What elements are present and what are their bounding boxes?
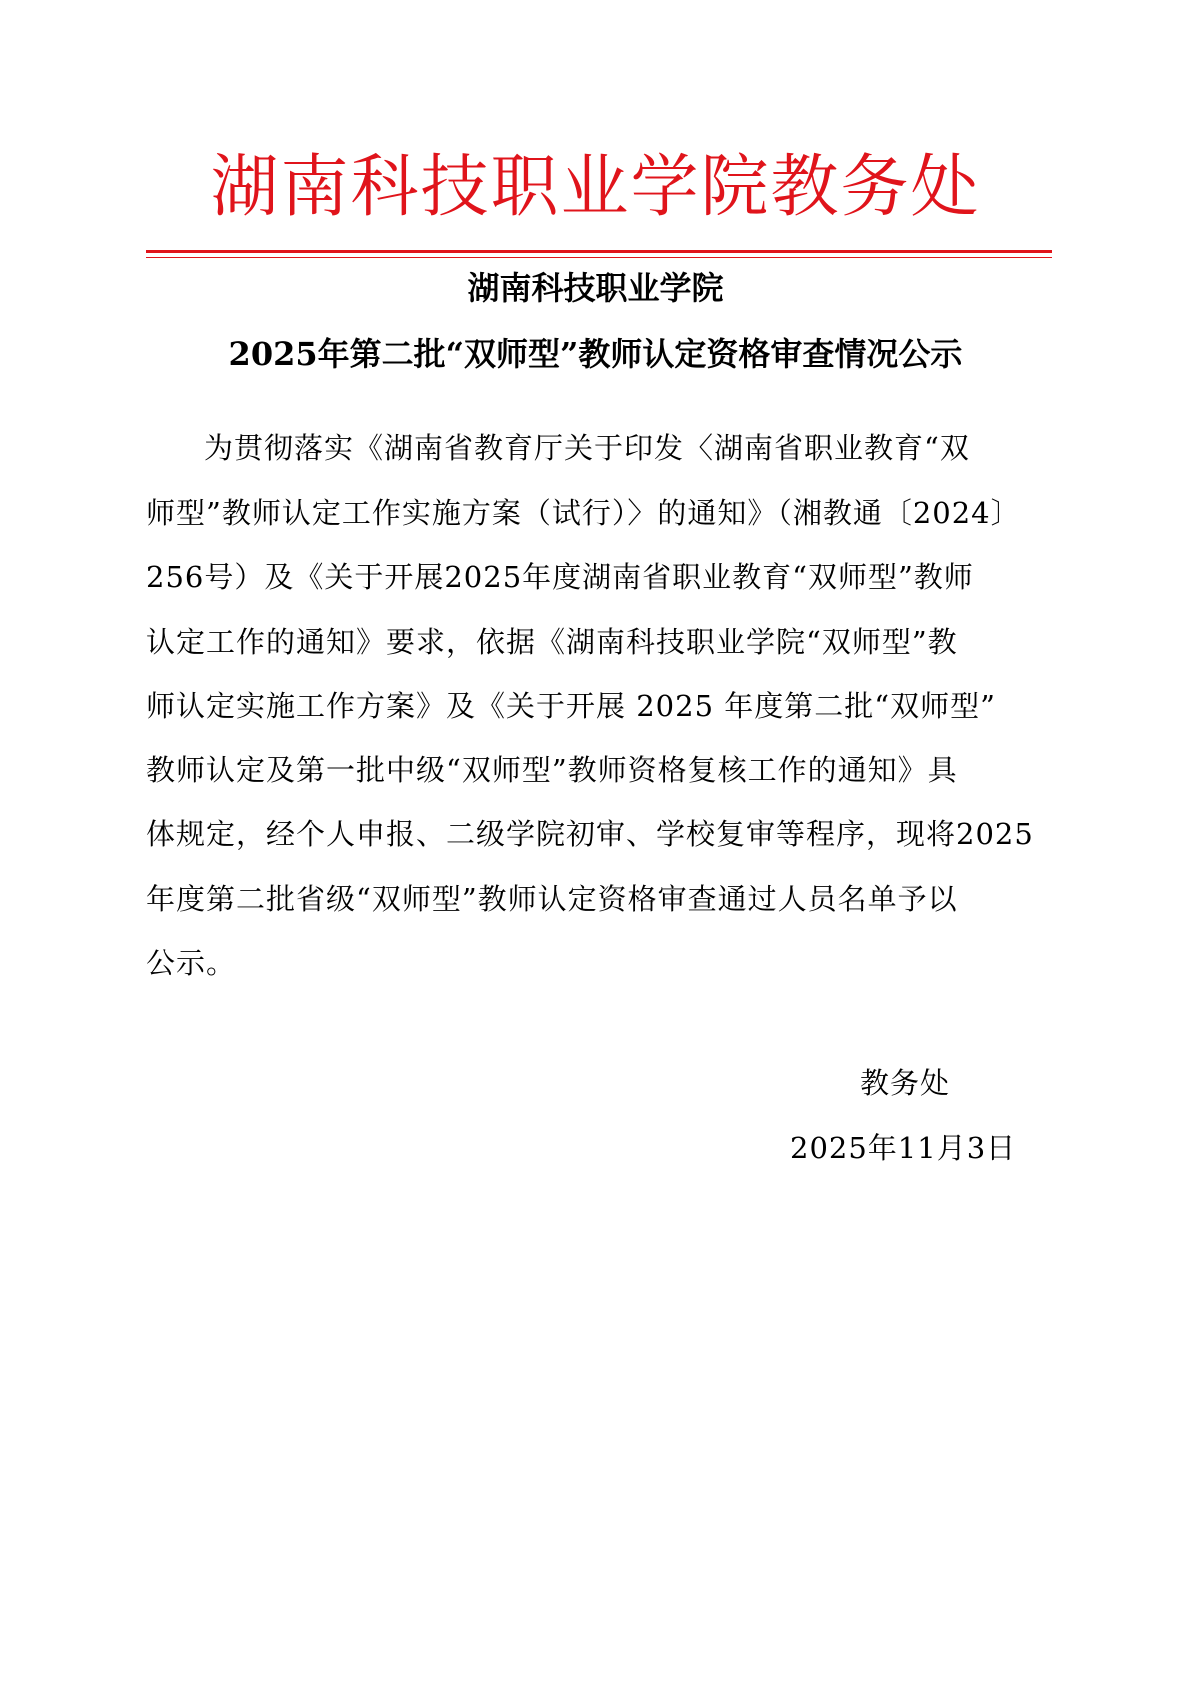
body-line: 师型”教师认定工作实施方案（试行）〉的通知》（湘教通〔2024〕: [146, 496, 1021, 530]
letterhead-title: 湖南科技职业学院教务处: [210, 148, 981, 227]
body-line: 认定工作的通知》要求，依据《湖南科技职业学院“双师型”教: [146, 625, 958, 659]
body-line: 年度第二批省级“双师型”教师认定资格审查通过人员名单予以: [146, 882, 958, 916]
signature-date: 2025年11月3日: [790, 1131, 1017, 1165]
signature-office: 教务处: [860, 1066, 951, 1100]
notice-title-line1: 湖南科技职业学院: [467, 269, 724, 307]
body-line: 教师认定及第一批中级“双师型”教师资格复核工作的通知》具: [146, 753, 958, 787]
letterhead-rule-thick: [146, 250, 1052, 253]
body-line: 体规定，经个人申报、二级学院初审、学校复审等程序，现将2025: [146, 817, 1034, 851]
body-line: 为贯彻落实《湖南省教育厅关于印发〈湖南省职业教育“双: [204, 431, 970, 465]
letterhead-rule-thin: [146, 257, 1052, 258]
body-line: 公示。: [146, 946, 237, 980]
notice-title-line2: 2025年第二批“双师型”教师认定资格审查情况公示: [228, 335, 963, 373]
body-line: 256号）及《关于开展2025年度湖南省职业教育“双师型”教师: [146, 560, 974, 594]
body-line: 师认定实施工作方案》及《关于开展 2025 年度第二批“双师型”: [146, 689, 996, 723]
